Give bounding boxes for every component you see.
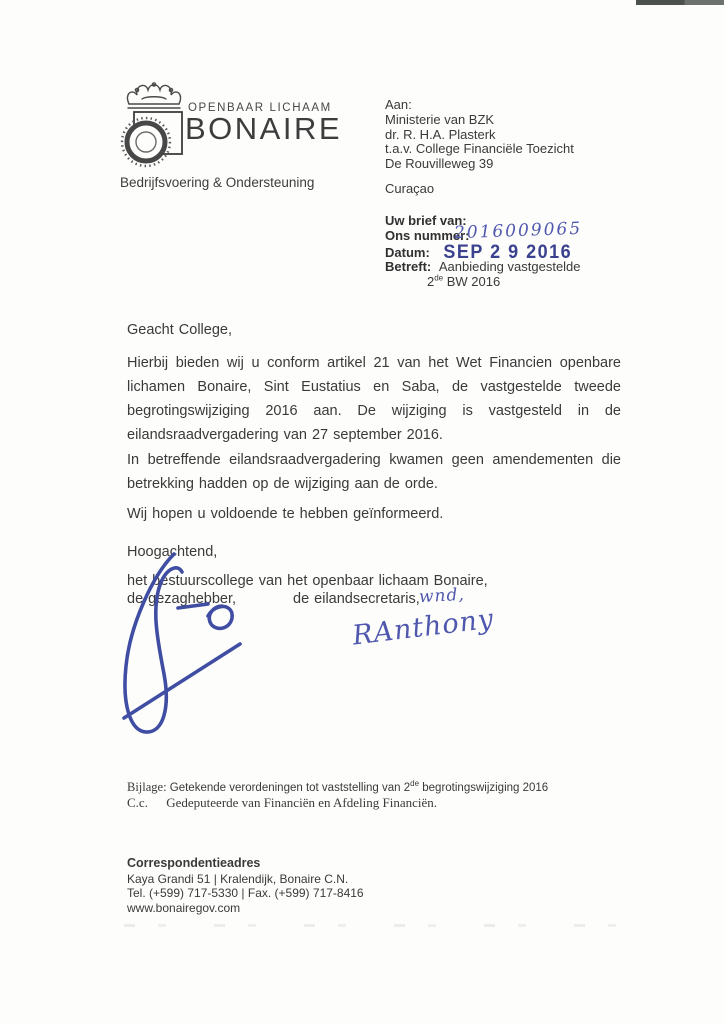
reference-block	[385, 214, 581, 290]
org-name-small: OPENBAAR LICHAAM	[188, 102, 332, 114]
recipient-line: De Rouvilleweg 39	[385, 156, 494, 172]
recipient-line: Ministerie van BZK	[385, 111, 495, 127]
betreft-line2	[427, 275, 581, 290]
betreft-text: Aanbieding vastgestelde	[438, 259, 581, 275]
date-stamp: SEP 2 9 2016	[443, 240, 573, 262]
betreft-line2-num: 2	[427, 274, 435, 290]
recipient-block	[385, 98, 574, 197]
paragraph-3: Wij hopen u voldoende te hebben geïnformeerd.	[127, 506, 444, 522]
footer-website: www.bonairegov.com	[127, 900, 241, 915]
ons-nummer-handwritten: 2016009065	[453, 218, 583, 244]
paragraph-1: Hierbij bieden wij u conform artikel 21 van het Wet Financien openbare lichamen Bonaire, Sint Eustatius en Saba, de vastgestelde tweede begrotingswijziging 2016 aan. De wijziging is vastgesteld in de eilandsraadvergadering van 27 september 2016.	[127, 355, 621, 443]
bijlage-sup: de	[410, 779, 420, 789]
recipient-line: t.a.v. College Financiële Toezicht	[385, 141, 574, 157]
bijlage-text-pre: Getekende verordeningen tot vaststelling van 2	[166, 782, 411, 794]
signature-anthony: RAnthony	[350, 603, 496, 652]
salutation: Geacht College,	[127, 322, 232, 338]
bonaire-crest-icon	[118, 82, 190, 181]
scan-artifact-bar	[636, 0, 724, 5]
uw-brief-label: Uw brief van:	[385, 213, 467, 228]
betreft-label: Betreft:	[385, 259, 432, 275]
wnd-handwritten: wnd,	[418, 584, 466, 608]
cc-row	[127, 795, 437, 811]
org-name-large: BONAIRE	[185, 111, 343, 146]
bijlage-label: Bijlage:	[127, 780, 167, 794]
cc-label: C.c.	[127, 795, 148, 810]
signature-gezaghebber	[112, 546, 282, 756]
recipient-label: Aan:	[385, 97, 412, 112]
betreft-line2-sup: de	[434, 273, 444, 283]
betreft-line2-rest: BW 2016	[443, 274, 501, 290]
footer-heading: Correspondentieadres	[127, 856, 261, 870]
closing-salutation: Hoogachtend,	[127, 544, 218, 560]
footer-block	[127, 856, 364, 915]
footer-address: Kaya Grandi 51 | Kralendijk, Bonaire C.N.	[127, 871, 349, 886]
recipient-line: dr. R. H.A. Plasterk	[385, 126, 496, 142]
recipient-city: Curaçao	[385, 180, 435, 196]
sig-left-title: de gezaghebber,	[127, 591, 237, 607]
department-line: Bedrijfsvoering & Ondersteuning	[120, 175, 315, 190]
bijlage-row	[127, 780, 548, 795]
ons-nummer-label: Ons nummer:	[385, 227, 470, 243]
paragraph-2: In betreffende eilandsraadvergadering kwamen geen amendementen die betrekking hadden op de wijziging aan de orde.	[127, 452, 621, 492]
scan-noise	[124, 924, 624, 927]
sig-right-title: de eilandsecretaris,	[293, 591, 420, 607]
footer-phone: Tel. (+599) 717-5330 | Fax. (+599) 717-8416	[127, 886, 364, 900]
bijlage-text-post: begrotingswijziging 2016	[419, 782, 549, 794]
cc-text: Gedeputeerde van Financiën en Afdeling Financiën.	[166, 795, 437, 810]
signature-org-line: het bestuurscollege van het openbaar lichaam Bonaire,	[127, 573, 488, 589]
datum-label: Datum:	[385, 244, 430, 260]
betreft-row	[385, 260, 581, 275]
datum-row	[385, 240, 581, 262]
